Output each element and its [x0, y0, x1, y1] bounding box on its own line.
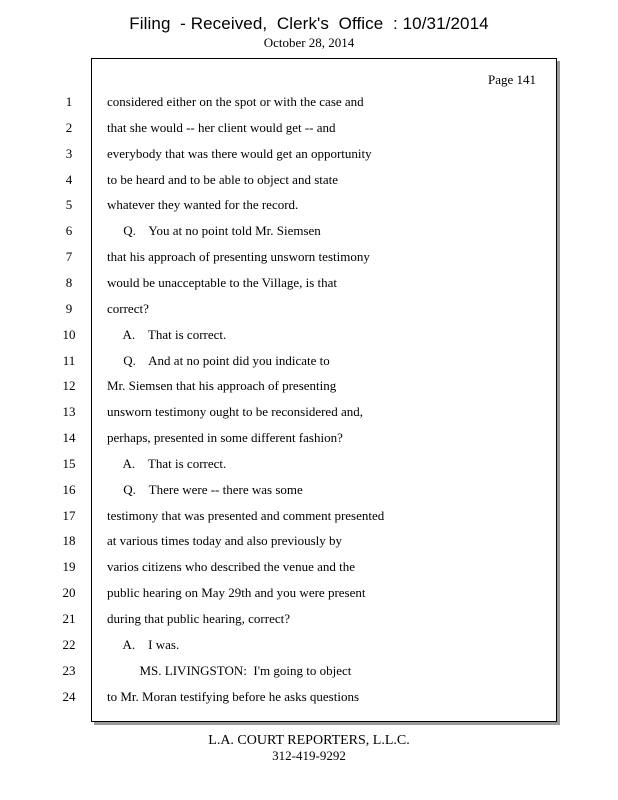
transcript-line: A. That is correct. — [107, 327, 227, 342]
line-number: 7 — [65, 249, 73, 264]
transcript-line: would be unacceptable to the Village, is that — [107, 275, 338, 290]
transcript-line: public hearing on May 29th and you were present — [107, 585, 366, 600]
transcript-line: varios citizens who described the venue and the — [107, 559, 355, 574]
transcript-line: Q. You at no point told Mr. Siemsen — [107, 223, 321, 238]
transcript-line: that she would -- her client would get -- and — [107, 120, 336, 135]
line-number: 9 — [65, 301, 73, 316]
transcript-line: unsworn testimony ought to be reconsidered and, — [107, 404, 363, 419]
line-number: 10 — [62, 327, 76, 342]
transcript-line: Q. And at no point did you indicate to — [107, 353, 330, 368]
document-date: October 28, 2014 — [263, 35, 355, 50]
line-number: 13 — [62, 404, 76, 419]
line-number: 17 — [62, 508, 76, 523]
transcript-line: MS. LIVINGSTON: I'm going to object — [107, 663, 352, 678]
line-number: 21 — [62, 611, 76, 626]
transcript-line: considered either on the spot or with the case and — [107, 94, 364, 109]
line-number: 24 — [62, 689, 76, 704]
transcript-line: to be heard and to be able to object and state — [107, 172, 339, 187]
line-number: 3 — [65, 146, 73, 161]
transcript-line: A. I was. — [107, 637, 180, 652]
filing-stamp: Filing - Received, Clerk's Office : 10/31/2014 — [129, 14, 489, 33]
transcript-line: that his approach of presenting unsworn testimony — [107, 249, 370, 264]
reporter-company: L.A. COURT REPORTERS, L.L.C. — [208, 733, 410, 748]
line-number: 19 — [62, 559, 76, 574]
line-number: 22 — [62, 637, 76, 652]
transcript-line: during that public hearing, correct? — [107, 611, 291, 626]
line-number: 6 — [65, 223, 73, 238]
line-number: 5 — [65, 197, 73, 212]
page-number: Page 141 — [487, 72, 536, 87]
line-number: 23 — [62, 663, 76, 678]
line-number: 15 — [62, 456, 76, 471]
line-number: 4 — [65, 172, 73, 187]
transcript-line: to Mr. Moran testifying before he asks questions — [107, 689, 360, 704]
transcript-line: at various times today and also previously by — [107, 533, 343, 548]
reporter-phone: 312-419-9292 — [272, 748, 346, 763]
line-number: 8 — [65, 275, 73, 290]
transcript-line: testimony that was presented and comment presented — [107, 508, 385, 523]
transcript-line: A. That is correct. — [107, 456, 227, 471]
line-number: 2 — [65, 120, 73, 135]
transcript-line: perhaps, presented in some different fashion? — [107, 430, 343, 445]
line-number: 16 — [62, 482, 76, 497]
line-number: 18 — [62, 533, 76, 548]
transcript-line: Q. There were -- there was some — [107, 482, 303, 497]
line-number: 12 — [62, 378, 76, 393]
line-number: 11 — [62, 353, 76, 368]
transcript-line: correct? — [107, 301, 149, 316]
transcript-line: Mr. Siemsen that his approach of presenting — [107, 378, 337, 393]
transcript-line: whatever they wanted for the record. — [107, 197, 299, 212]
line-number: 1 — [65, 94, 73, 109]
line-number: 14 — [62, 430, 76, 445]
transcript-line: everybody that was there would get an opportunity — [107, 146, 372, 161]
line-number: 20 — [62, 585, 76, 600]
